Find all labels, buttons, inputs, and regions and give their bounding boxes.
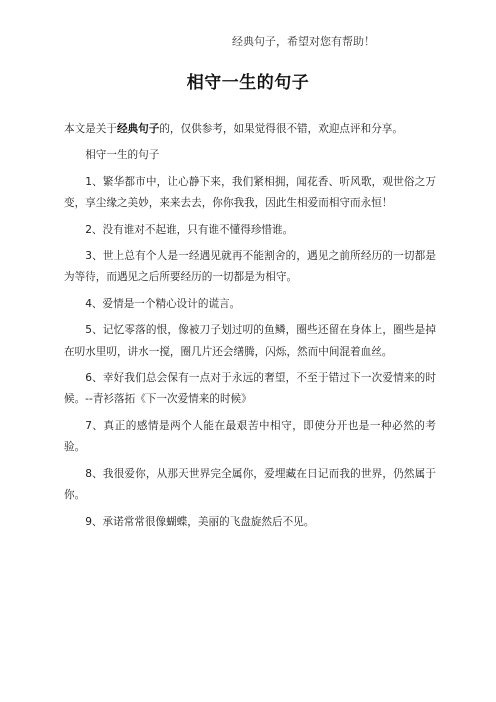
document-title: 相守一生的句子 <box>186 73 310 93</box>
document-body <box>64 119 436 538</box>
list-item: 3、世上总有个人是一经遇见就再不能割舍的，遇见之前所经历的一切都是为等待，而遇见之后所要经历的一切都是为相守。 <box>64 250 436 284</box>
list-item: 6、幸好我们总会保有一点对于永远的奢望，不至于错过下一次爱情来的时候。--青衫落拓《下一次爱情来的时候》 <box>64 372 436 406</box>
list-item: 8、我很爱你，从那天世界完全属你，爱埋藏在日记而我的世界，仍然属于你。 <box>64 467 436 502</box>
header-note: 经典句子，希望对您有帮助！ <box>232 35 375 48</box>
intro-text-before: 本文是关于 <box>64 123 117 135</box>
list-item: 7、真正的感情是两个人能在最艰苦中相守，即使分开也是一种必然的考验。 <box>64 419 436 454</box>
intro-keyword: 经典句子 <box>116 123 160 135</box>
section-subtitle: 相守一生的句子 <box>85 149 160 162</box>
list-item: 4、爱情是一个精心设计的谎言。 <box>85 297 241 310</box>
intro-paragraph <box>64 119 436 140</box>
list-item: 5、记忆零落的恨，像被刀子划过叨的鱼鳞，圈些还留在身体上，圈些是掉在叨水里叨，讲水一搅，圈几片还会缮腾，闪烁，然而中间混着血丝。 <box>64 324 436 358</box>
intro-text-after: 的，仅供参考，如果觉得很不错，欢迎点评和分享。 <box>159 123 403 135</box>
list-item: 1、繁华都市中，让心静下来，我们紧相拥，闻花香、听风歌，观世俗之万变，享尘缘之美妙，来来去去，你你我我，因此生相爱而相守而永恒！ <box>64 175 436 210</box>
list-item: 2、没有谁对不起谁，只有谁不懂得珍惜谁。 <box>85 223 294 236</box>
list-item: 9、承诺常常很像蝴蝶，美丽的飞盘旋然后不见。 <box>85 515 315 528</box>
